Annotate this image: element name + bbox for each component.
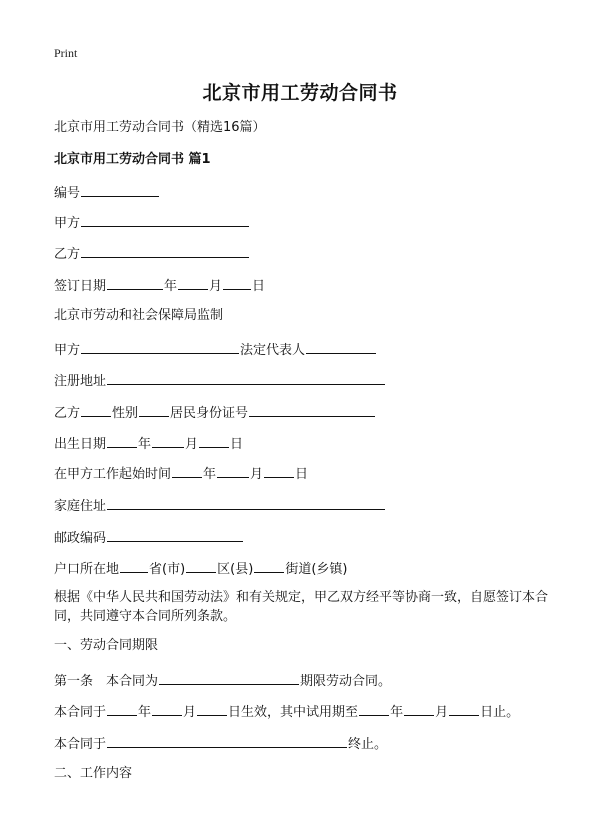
from-year-blank [107,701,137,716]
gender-blank [139,402,169,417]
birth-year-label: 年 [138,437,152,452]
party-b-field [54,243,250,264]
id-number-label: 居民身份证号 [170,406,249,421]
start-month-blank [217,463,249,478]
section2-heading: 二、工作内容 [54,766,133,781]
year-label: 年 [164,279,178,294]
article1-suffix: 期限劳动合同。 [300,674,392,689]
party-a-rep-field [54,339,377,360]
start-year-label: 年 [203,467,217,482]
start-work-label: 在甲方工作起始时间 [54,467,172,482]
print-label: Print [54,46,78,60]
legal-rep-label: 法定代表人 [240,343,306,358]
contract-end-line [54,733,387,754]
district-label: 区(县) [217,562,254,577]
party-a-label-2: 甲方 [54,343,81,358]
document-title: 北京市用工劳动合同书 [202,82,398,104]
terminate-label: 终止。 [348,737,388,752]
hukou-label: 户口所在地 [54,562,120,577]
party-b-id-field [54,402,376,423]
gender-label: 性别 [112,406,139,421]
probation-year-label: 年 [390,705,404,720]
legal-rep-blank [306,339,376,354]
number-label: 编号 [54,186,81,201]
probation-month-blank [404,701,434,716]
start-year-blank [172,463,202,478]
party-a-label: 甲方 [54,216,81,231]
hukou-city-blank [120,558,148,573]
postal-code-label: 邮政编码 [54,531,107,546]
end-date-blank [107,733,347,748]
party-a-blank-2 [81,339,239,354]
article1-prefix: 第一条 本合同为 [54,674,159,689]
from-month-blank [152,701,182,716]
start-month-label: 月 [250,467,264,482]
postal-code-field [54,527,244,548]
preamble-paragraph: 根据《中华人民共和国劳动法》和有关规定，甲乙双方经平等协商一致，自愿签订本合同，共同遵守本合同所列条款。 [54,590,549,624]
party-b-name-blank [81,402,111,417]
province-label: 省(市) [149,562,186,577]
birth-day-label: 日 [230,437,244,452]
article1-line [54,670,391,691]
month-label: 月 [209,279,223,294]
contract-from-label: 本合同于 [54,705,107,720]
sign-day-blank [223,275,251,290]
start-work-field [54,463,308,484]
birth-date-field [54,433,243,454]
probation-month-label: 月 [435,705,449,720]
from-year-label: 年 [138,705,152,720]
street-label: 街道(乡镇) [285,562,348,577]
supervisor-text: 北京市劳动和社会保障局监制 [54,308,224,323]
birth-day-blank [199,433,229,448]
hukou-field [54,558,347,579]
sign-date-field [54,275,265,296]
effective-label: 日生效，其中试用期至 [228,705,359,720]
sign-month-blank [178,275,208,290]
sign-date-label: 签订日期 [54,279,107,294]
section1-heading: 一、劳动合同期限 [54,638,159,653]
start-day-blank [264,463,294,478]
birth-month-blank [152,433,184,448]
party-b-label: 乙方 [54,247,81,262]
reg-address-field [54,370,386,391]
home-address-label: 家庭住址 [54,499,107,514]
number-blank [81,182,159,197]
end-suffix: 日止。 [480,705,520,720]
party-a-blank [81,212,249,227]
hukou-district-blank [186,558,216,573]
subtitle: 北京市用工劳动合同书（精选16篇） [54,120,266,135]
contract-from-label-2: 本合同于 [54,737,107,752]
hukou-street-blank [254,558,284,573]
contract-period-line [54,701,519,722]
party-b-label-2: 乙方 [54,406,81,421]
probation-year-blank [359,701,389,716]
home-address-field [54,495,386,516]
home-address-blank [107,495,385,510]
birth-date-label: 出生日期 [54,437,107,452]
party-b-blank [81,243,249,258]
section-heading: 北京市用工劳动合同书 篇1 [54,152,211,167]
reg-address-blank [107,370,385,385]
party-a-field [54,212,250,233]
reg-address-label: 注册地址 [54,374,107,389]
id-number-blank [249,402,375,417]
from-day-blank [197,701,227,716]
start-day-label: 日 [295,467,309,482]
sign-year-blank [107,275,163,290]
birth-month-label: 月 [185,437,199,452]
number-field [54,182,160,203]
probation-day-blank [449,701,479,716]
contract-type-blank [159,670,299,685]
postal-code-blank [107,527,243,542]
day-label: 日 [252,279,266,294]
from-month-label: 月 [183,705,197,720]
birth-year-blank [107,433,137,448]
